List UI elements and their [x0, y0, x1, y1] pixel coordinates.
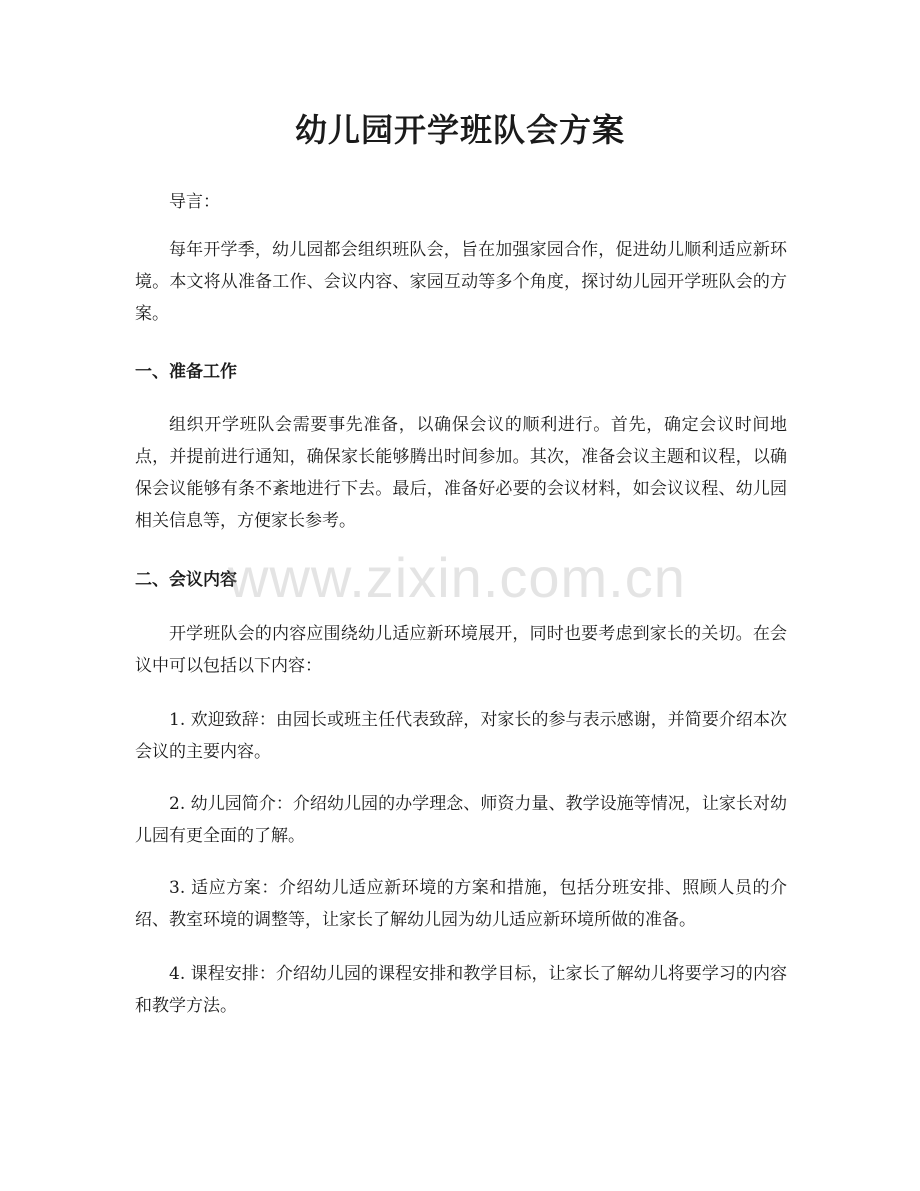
- section-paragraph: 开学班队会的内容应围绕幼儿适应新环境展开，同时也要考虑到家长的关切。在会议中可以包括以下内容：: [135, 624, 787, 676]
- watermark: www.zixin.com.cn: [228, 546, 686, 609]
- section-heading-preparation: 一、准备工作: [135, 362, 237, 382]
- section-heading-meeting-content: 二、会议内容: [135, 570, 237, 590]
- document-title: 幼儿园开学班队会方案: [294, 111, 625, 149]
- section-paragraph: 组织开学班队会需要事先准备，以确保会议的顺利进行。首先，确定会议时间地点，并提前进行通知，确保家长能够腾出时间参加。其次，准备会议主题和议程，以确保会议能够有条不紊地进行下去。最后，准备好必要的会议材料，如会议议程、幼儿园相关信息等，方便家长参考。: [135, 415, 787, 531]
- list-item-welcome: 1. 欢迎致辞：由园长或班主任代表致辞，对家长的参与表示感谢，并简要介绍本次会议的主要内容。: [135, 710, 787, 762]
- intro-paragraph: 每年开学季，幼儿园都会组织班队会，旨在加强家园合作，促进幼儿顺利适应新环境。本文将从准备工作、会议内容、家园互动等多个角度，探讨幼儿园开学班队会的方案。: [135, 240, 787, 324]
- intro-label: 导言：: [169, 192, 220, 212]
- list-item-adaptation: 3. 适应方案：介绍幼儿适应新环境的方案和措施，包括分班安排、照顾人员的介绍、教室环境的调整等，让家长了解幼儿园为幼儿适应新环境所做的准备。: [135, 878, 787, 930]
- list-item-introduction: 2. 幼儿园简介：介绍幼儿园的办学理念、师资力量、教学设施等情况，让家长对幼儿园有更全面的了解。: [135, 794, 787, 846]
- list-item-curriculum: 4. 课程安排：介绍幼儿园的课程安排和教学目标，让家长了解幼儿将要学习的内容和教学方法。: [135, 964, 787, 1016]
